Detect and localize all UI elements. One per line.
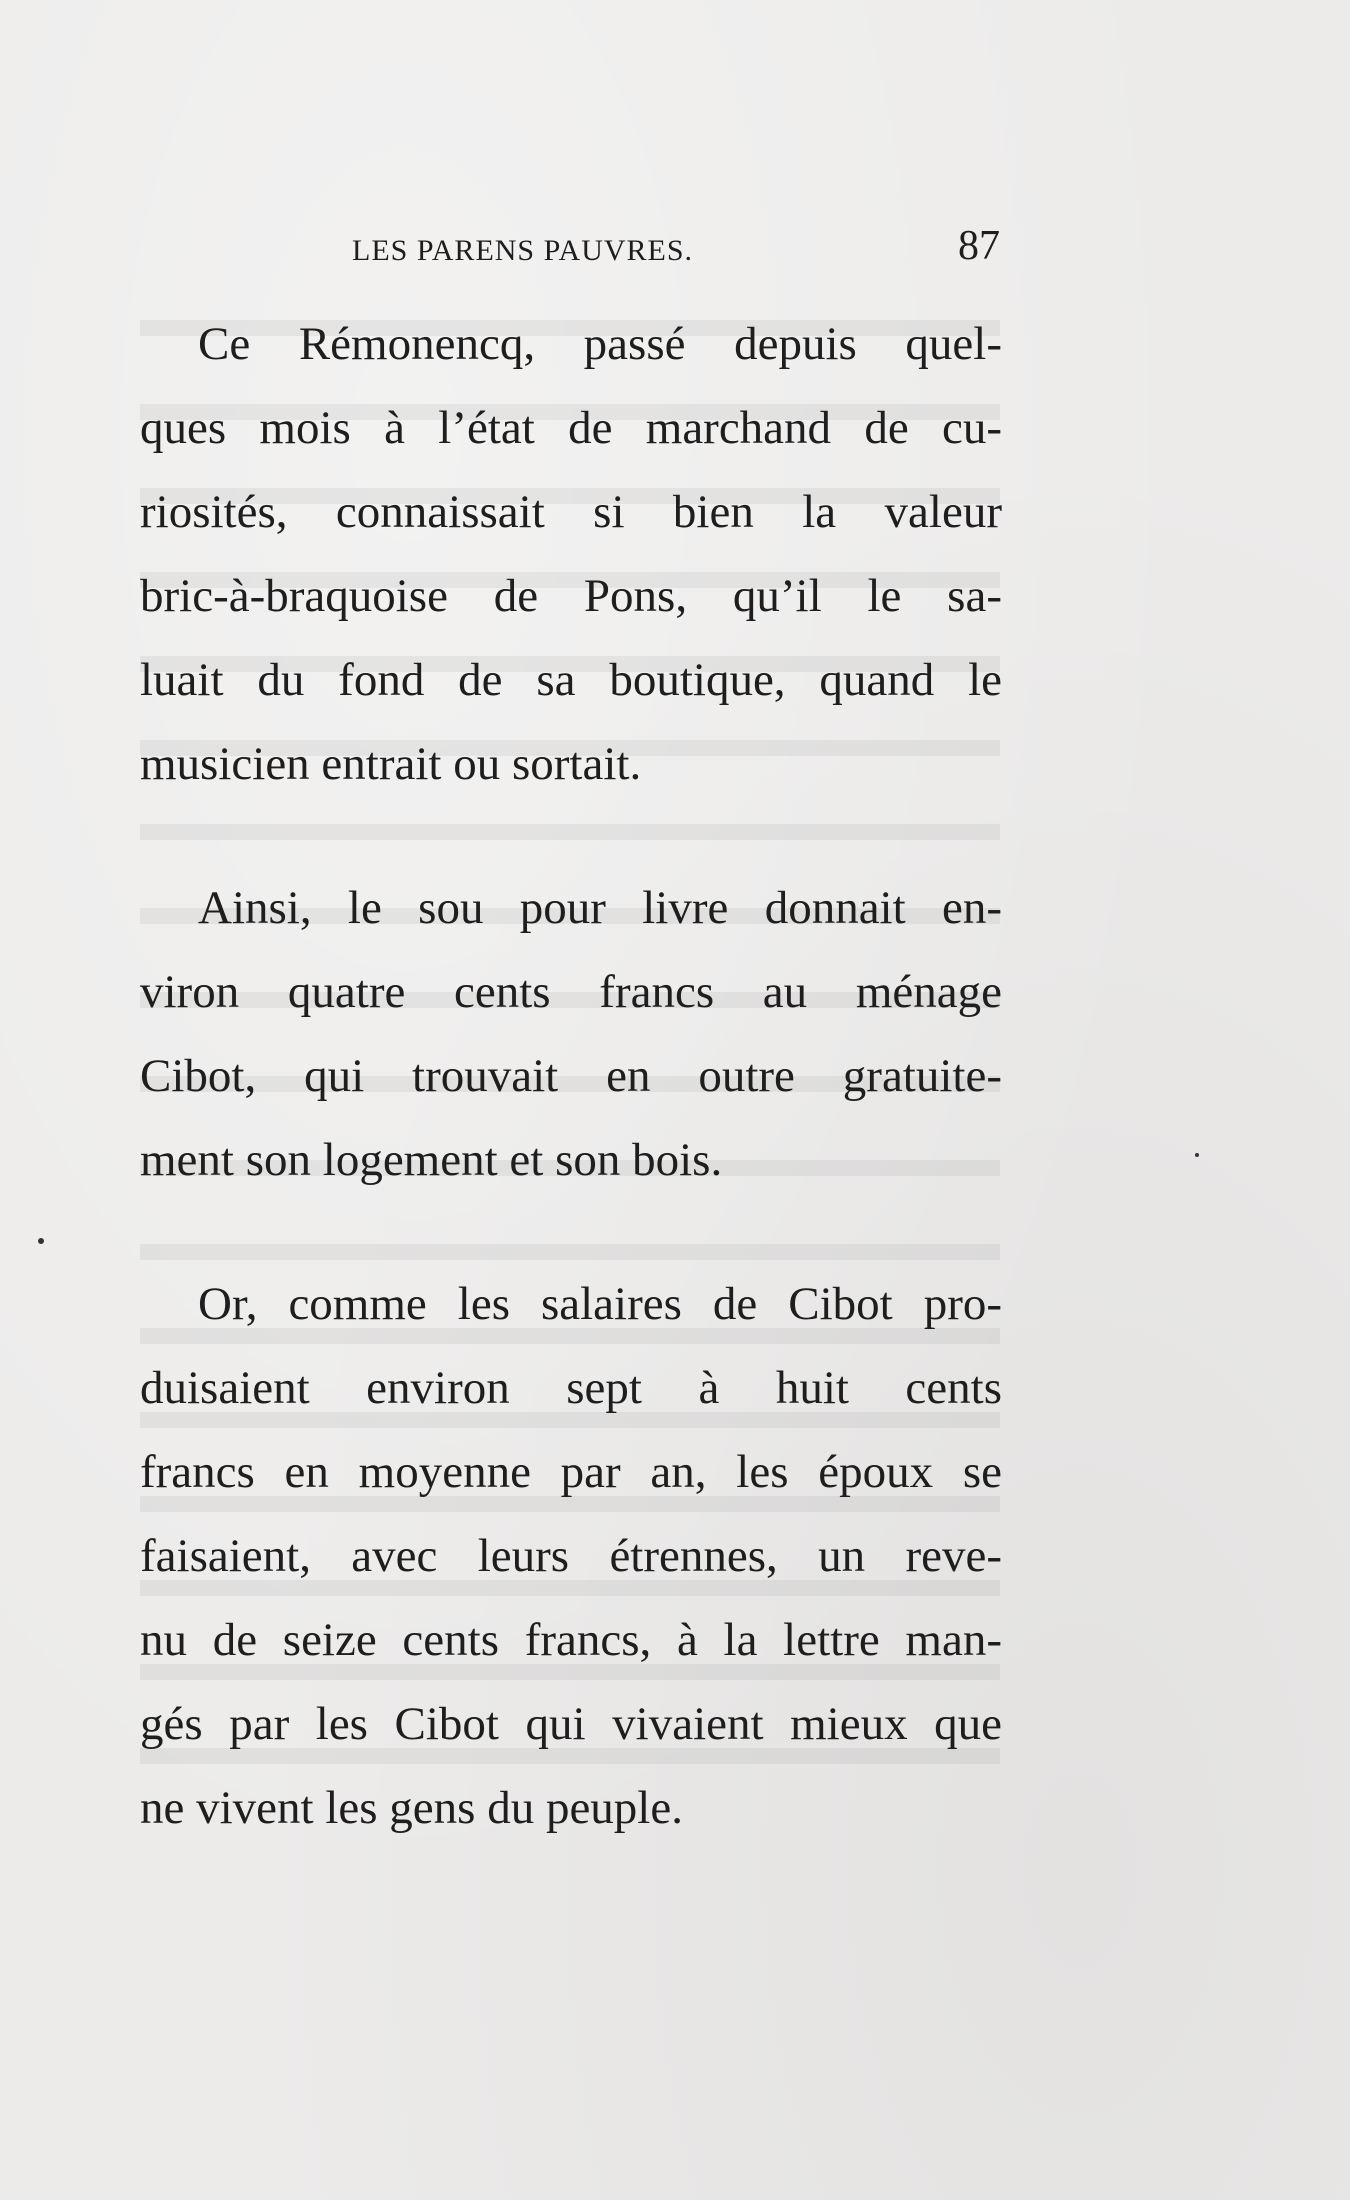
paragraph-1: [140, 302, 1002, 806]
paragraph-2: [140, 866, 1002, 1202]
text-line: riosités, connaissait si bien la valeur: [140, 486, 1002, 538]
text-line: viron quatre cents francs au ménage: [140, 966, 1002, 1018]
text-line: nu de seize cents francs, à la lettre man-: [140, 1614, 1002, 1666]
text-line: faisaient, avec leurs étrennes, un reve-: [140, 1530, 1002, 1582]
text-line: francs en moyenne par an, les époux se: [140, 1446, 1002, 1498]
text-line: Or, comme les salaires de Cibot pro-: [198, 1278, 1002, 1330]
running-title: LES PARENS PAUVRES.: [352, 234, 694, 267]
body-text: [140, 302, 1002, 1910]
text-line: Cibot, qui trouvait en outre gratuite-: [140, 1050, 1002, 1102]
running-header: [140, 223, 1000, 278]
text-line: Ainsi, le sou pour livre donnait en-: [198, 882, 1002, 934]
text-line: Ce Rémonencq, passé depuis quel-: [198, 318, 1002, 370]
text-line: ment son logement et son bois.: [140, 1134, 723, 1186]
page-number: 87: [958, 223, 1000, 269]
paper-speck: [1195, 1153, 1199, 1157]
text-line: duisaient environ sept à huit cents: [140, 1362, 1002, 1414]
text-line: luait du fond de sa boutique, quand le: [140, 654, 1002, 706]
text-line: bric-à-braquoise de Pons, qu’il le sa-: [140, 570, 1002, 622]
text-line: musicien entrait ou sortait.: [140, 738, 642, 790]
text-line: ques mois à l’état de marchand de cu-: [140, 402, 1002, 454]
text-line: ne vivent les gens du peuple.: [140, 1782, 683, 1834]
paragraph-3: [140, 1262, 1002, 1850]
text-line: gés par les Cibot qui vivaient mieux que: [140, 1698, 1002, 1750]
paper-speck: [38, 1238, 44, 1244]
